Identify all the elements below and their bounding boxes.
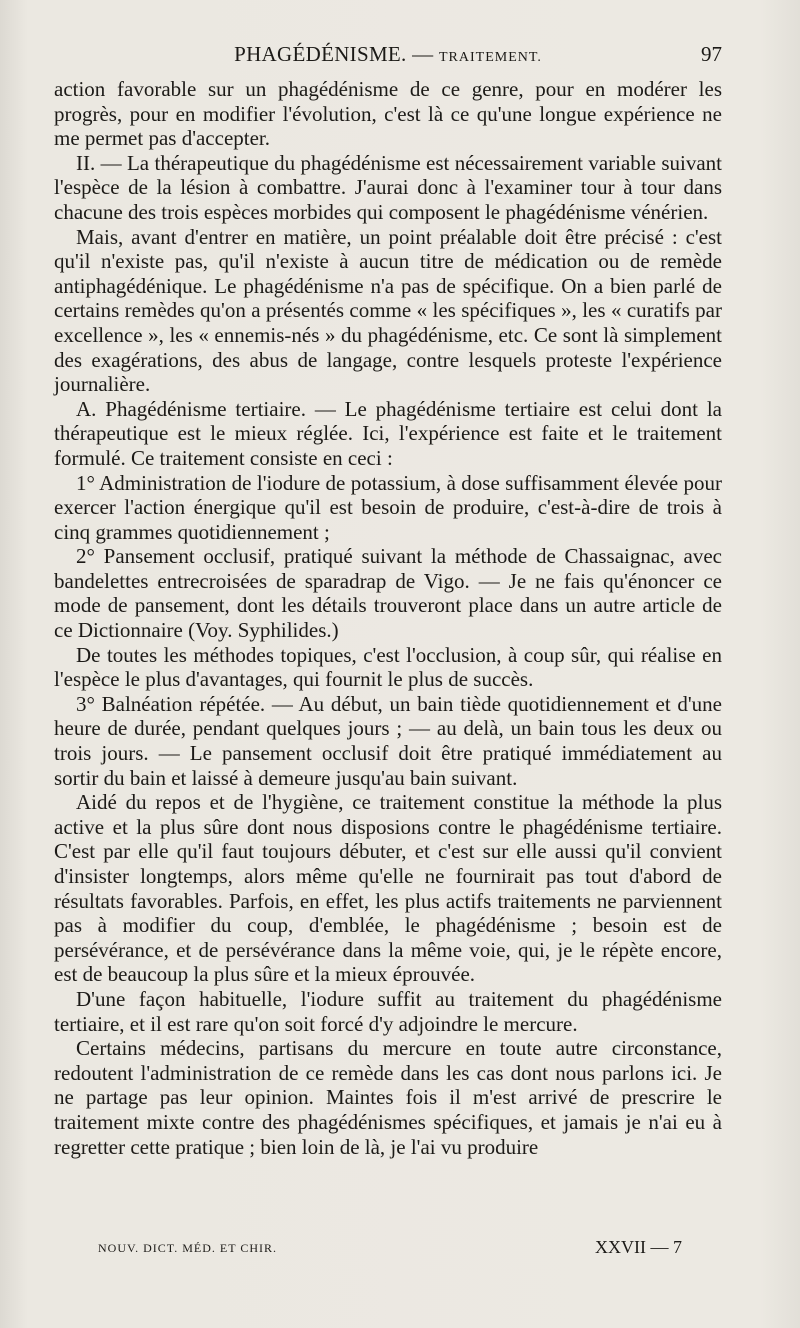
paragraph: Mais, avant d'entrer en matière, un point préalable doit être précisé : c'est qu'il n'existe pas, qu'il n'existe à aucun titre de médication ou de remède antiphagédénique. Le phagédénisme n'a pas de spécifique. On a bien parlé de certains remèdes qu'on a présentés comme « les spécifiques », les « curatifs par excellence », les « ennemis-nés » du phagédénisme, etc. Ce sont là simplement des exagérations, des abus de langage, contre lesquels proteste l'expérience journalière. <box>54 224 722 397</box>
running-title-main: PHAGÉDÉNISME. — <box>234 42 439 66</box>
paragraph: 2° Pansement occlusif, pratiqué suivant la méthode de Chassaignac, avec bandelettes entrecroisées de sparadrap de Vigo. — Je ne fais qu'énoncer ce mode de pansement, dont les détails trouveront place dans un autre article de ce Dictionnaire (Voy. Syphilides.) <box>54 544 722 643</box>
paragraph: II. — La thérapeutique du phagédénisme est nécessairement variable suivant l'espèce de la lésion à combattre. J'aurai donc à l'examiner tour à tour dans chacune des trois espèces morbides qui composent le phagédénisme vénérien. <box>54 150 722 224</box>
paragraph: A. Phagédénisme tertiaire. — Le phagédénisme tertiaire est celui dont la thérapeutique est le mieux réglée. Ici, l'expérience est faite et le traitement formulé. Ce traitement consiste en ceci : <box>54 396 722 470</box>
paragraph: D'une façon habituelle, l'iodure suffit au traitement du phagédénisme tertiaire, et il est rare qu'on soit forcé d'y adjoindre le mercure. <box>54 986 722 1036</box>
running-header <box>54 40 722 70</box>
running-title-section: TRAITEMENT. <box>439 50 542 65</box>
running-title <box>54 42 722 67</box>
page-number: 97 <box>701 42 722 66</box>
footer-volume: XXVII — 7 <box>595 1237 682 1257</box>
paragraph: 1° Administration de l'iodure de potassium, à dose suffisamment élevée pour exercer l'action énergique qu'il est besoin de produire, c'est-à-dire de trois à cinq grammes quotidiennement ; <box>54 470 722 544</box>
paragraph: 3° Balnéation répétée. — Au début, un bain tiède quotidiennement et d'une heure de durée, pendant quelques jours ; — au delà, un bain tous les deux ou trois jours. — Le pansement occlusif doit être pratiqué immédiatement au sortir du bain et laissé à demeure jusqu'au bain suivant. <box>54 691 722 790</box>
body-text <box>54 77 722 1159</box>
paragraph: Certains médecins, partisans du mercure en toute autre circonstance, redoutent l'administration de ce remède dans les cas dont nous parlons ici. Je ne partage pas leur opinion. Maintes fois il m'est arrivé de prescrire le traitement mixte contre des phagédénismes spécifiques, et jamais je n'ai eu à regretter cette pratique ; bien loin de là, je l'ai vu produire <box>54 1036 722 1159</box>
paragraph: action favorable sur un phagédénisme de ce genre, pour en modérer les progrès, pour en modifier l'évolution, c'est là ce qu'une longue expérience ne me permet pas d'accepter. <box>54 77 722 151</box>
paragraph: Aidé du repos et de l'hygiène, ce traitement constitue la méthode la plus active et la plus sûre dont nous disposions contre le phagédénisme tertiaire. C'est par elle qu'il faut toujours débuter, et c'est sur elle aussi qu'il convient d'insister longtemps, alors même qu'elle ne fournirait pas tout d'abord de résultats favorables. Parfois, en effet, les plus actifs traitements ne parviennent pas à modifier du coup, d'emblée, le phagédénisme ; besoin est de persévérance, et de persévérance dans la même voie, qui, je le répète encore, est de beaucoup la plus sûre et la mieux éprouvée. <box>54 790 722 987</box>
paragraph: De toutes les méthodes topiques, c'est l'occlusion, à coup sûr, qui réalise en l'espèce le plus d'avantages, qui fournit le plus de succès. <box>54 642 722 692</box>
page-footer <box>98 1237 722 1263</box>
footer-signature: NOUV. DICT. MÉD. ET CHIR. <box>98 1241 278 1255</box>
